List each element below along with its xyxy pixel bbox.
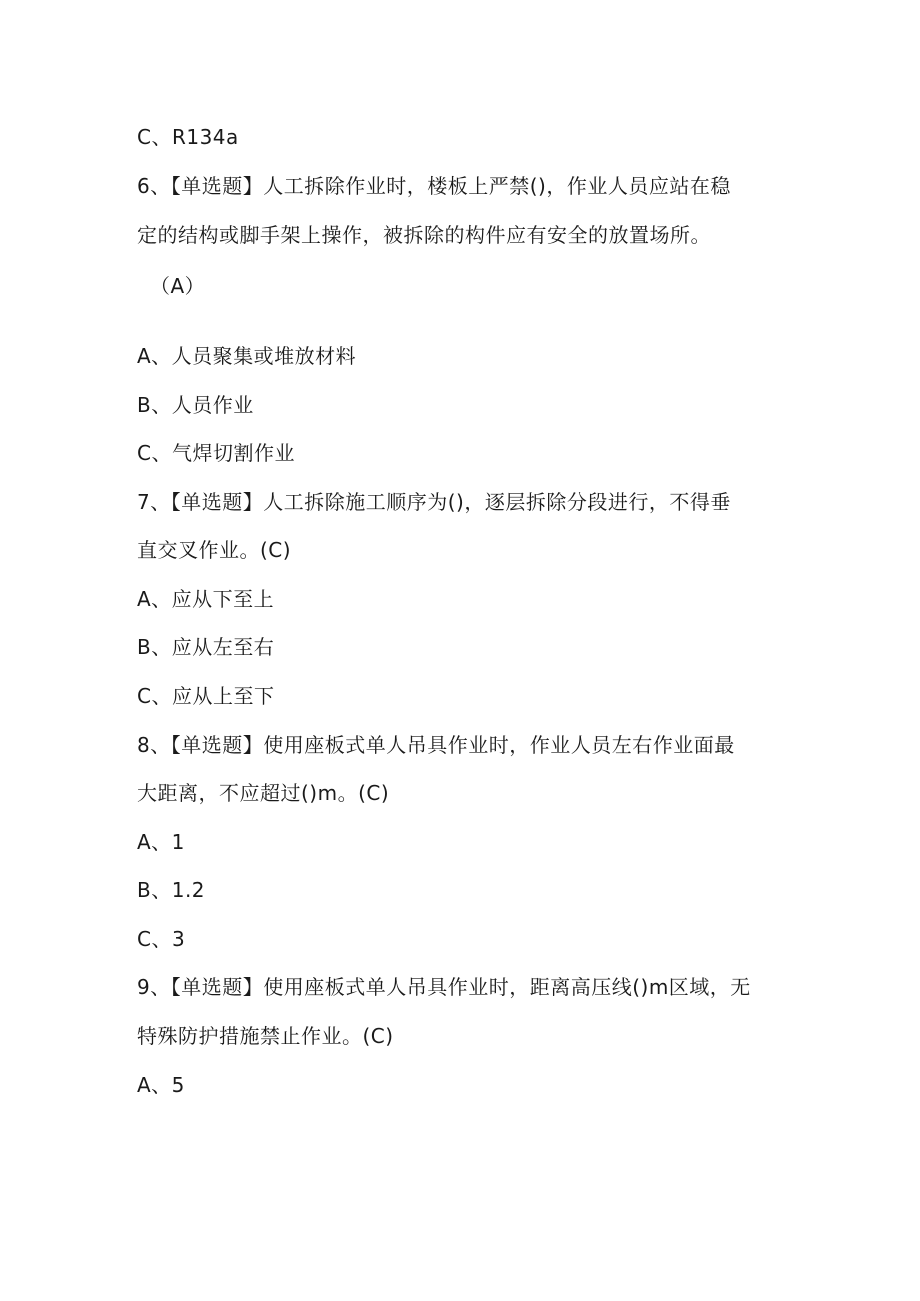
question-9-line-1: 9、【单选题】使用座板式单人吊具作业时，距离高压线()m区域，无 <box>137 975 751 999</box>
option-a-q7: A、应从下至上 <box>137 587 275 611</box>
option-c-q7: C、应从上至下 <box>137 684 275 708</box>
question-7-line-2: 直交叉作业。(C) <box>137 538 292 562</box>
question-8-line-1: 8、【单选题】使用座板式单人吊具作业时，作业人员左右作业面最 <box>137 733 735 757</box>
option-a-q6: A、人员聚集或堆放材料 <box>137 344 357 368</box>
option-b-q7: B、应从左至右 <box>137 635 275 659</box>
option-c-q6: C、气焊切割作业 <box>137 441 295 465</box>
option-c-q5: C、R134a <box>137 125 239 149</box>
option-c-q8: C、3 <box>137 927 186 951</box>
question-9-line-2: 特殊防护措施禁止作业。(C) <box>137 1024 394 1048</box>
option-b-q8: B、1.2 <box>137 878 206 902</box>
question-6-line-2: 定的结构或脚手架上操作，被拆除的构件应有安全的放置场所。 <box>137 223 711 247</box>
option-b-q6: B、人员作业 <box>137 393 254 417</box>
option-a-q9: A、5 <box>137 1073 185 1097</box>
option-a-q8: A、1 <box>137 830 185 854</box>
question-6-answer: （A） <box>150 274 206 298</box>
question-8-line-2: 大距离，不应超过()m。(C) <box>137 781 390 805</box>
question-7-line-1: 7、【单选题】人工拆除施工顺序为()，逐层拆除分段进行，不得垂 <box>137 490 731 514</box>
question-6-line-1: 6、【单选题】人工拆除作业时，楼板上严禁()，作业人员应站在稳 <box>137 174 731 198</box>
